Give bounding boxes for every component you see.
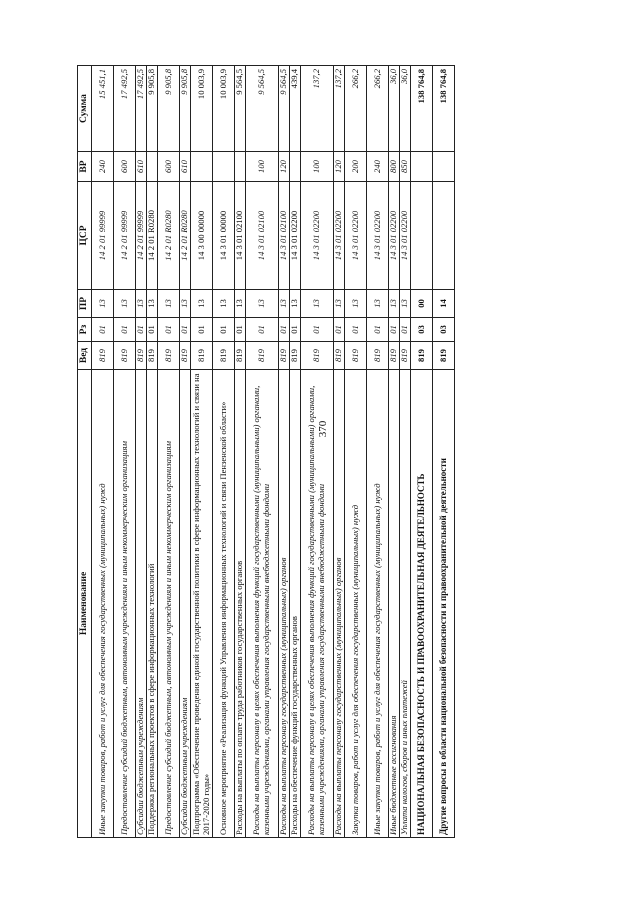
- row-csr-cell: 14 2 01 99999: [92, 182, 114, 290]
- row-vr-cell: 200: [345, 152, 367, 182]
- row-pr-cell: 13: [92, 290, 114, 318]
- row-rz-cell: 01: [191, 318, 213, 342]
- row-ved-cell: 819: [235, 342, 246, 370]
- row-name-cell: Расходы на выплаты персоналу государственных (муниципальных) органов: [279, 370, 290, 838]
- page-number: 370: [317, 420, 329, 438]
- table-body: [92, 66, 455, 838]
- row-ved-cell: 819: [279, 342, 290, 370]
- table-row: [213, 66, 235, 838]
- row-ved-cell: 819: [147, 342, 158, 370]
- row-name-cell: Основное мероприятие «Реализация функций Управления информационных технологий и связи Пензенской области»: [213, 370, 235, 838]
- row-sum-cell: 17 492,5: [114, 66, 136, 152]
- row-name-cell: Поддержка региональных проектов в сфере информационных технологий: [147, 370, 158, 838]
- row-csr-cell: [411, 182, 433, 290]
- header-sum: Сумма: [78, 66, 92, 152]
- row-pr-cell: 13: [235, 290, 246, 318]
- row-ved-cell: 819: [389, 342, 400, 370]
- row-sum-cell: 9 564,5: [246, 66, 279, 152]
- row-name-cell: Иные закупки товаров, работ и услуг для обеспечения государственных (муниципальных) нужд: [367, 370, 389, 838]
- row-ved-cell: 819: [301, 342, 334, 370]
- row-pr-cell: 13: [389, 290, 400, 318]
- row-sum-cell: 9 905,8: [147, 66, 158, 152]
- row-csr-cell: 14 2 01 99999: [136, 182, 147, 290]
- row-vr-cell: 600: [158, 152, 180, 182]
- row-pr-cell: 13: [114, 290, 136, 318]
- row-rz-cell: 01: [279, 318, 290, 342]
- row-vr-cell: [191, 152, 213, 182]
- row-csr-cell: 14 3 01 02200: [367, 182, 389, 290]
- row-ved-cell: 819: [334, 342, 345, 370]
- header-rz: Рз: [78, 318, 92, 342]
- row-vr-cell: [147, 152, 158, 182]
- table-row: [114, 66, 136, 838]
- row-ved-cell: 819: [213, 342, 235, 370]
- row-vr-cell: 100: [246, 152, 279, 182]
- row-rz-cell: 01: [180, 318, 191, 342]
- row-rz-cell: 01: [290, 318, 301, 342]
- row-name-cell: Расходы на выплаты по оплате труда работников государственных органов: [235, 370, 246, 838]
- row-pr-cell: 13: [400, 290, 411, 318]
- row-name-cell: Уплата налогов, сборов и иных платежей: [400, 370, 411, 838]
- table-row: [279, 66, 290, 838]
- row-ved-cell: 819: [191, 342, 213, 370]
- row-pr-cell: 13: [290, 290, 301, 318]
- row-sum-cell: 138 764,8: [411, 66, 433, 152]
- table-row: [136, 66, 147, 838]
- table-row: [158, 66, 180, 838]
- row-csr-cell: 14 3 01 00000: [213, 182, 235, 290]
- row-sum-cell: 137,2: [301, 66, 334, 152]
- row-ved-cell: 819: [246, 342, 279, 370]
- row-csr-cell: 14 3 01 02100: [279, 182, 290, 290]
- table-row: [235, 66, 246, 838]
- row-csr-cell: 14 3 01 02100: [246, 182, 279, 290]
- row-vr-cell: 800: [389, 152, 400, 182]
- row-pr-cell: 13: [345, 290, 367, 318]
- table-row: [301, 66, 334, 838]
- row-sum-cell: 36,0: [389, 66, 400, 152]
- row-vr-cell: [433, 152, 455, 182]
- row-sum-cell: 439,4: [290, 66, 301, 152]
- table-row: [400, 66, 411, 838]
- row-rz-cell: 01: [147, 318, 158, 342]
- row-pr-cell: 14: [433, 290, 455, 318]
- row-pr-cell: 13: [301, 290, 334, 318]
- row-vr-cell: 120: [334, 152, 345, 182]
- row-rz-cell: 01: [235, 318, 246, 342]
- row-name-cell: Иные закупки товаров, работ и услуг для обеспечения государственных (муниципальных) нужд: [92, 370, 114, 838]
- table-row: [433, 66, 455, 838]
- row-ved-cell: 819: [400, 342, 411, 370]
- row-rz-cell: 01: [345, 318, 367, 342]
- row-csr-cell: 14 3 00 00000: [191, 182, 213, 290]
- row-ved-cell: 819: [180, 342, 191, 370]
- row-csr-cell: 14 2 01 99999: [114, 182, 136, 290]
- row-vr-cell: 850: [400, 152, 411, 182]
- row-name-cell: Расходы на выплаты персоналу государственных (муниципальных) органов: [334, 370, 345, 838]
- row-csr-cell: 14 3 01 02200: [290, 182, 301, 290]
- row-csr-cell: 14 3 01 02200: [400, 182, 411, 290]
- row-name-cell: Субсидии бюджетным учреждениям: [136, 370, 147, 838]
- row-csr-cell: [433, 182, 455, 290]
- row-ved-cell: 819: [411, 342, 433, 370]
- row-name-cell: Предоставление субсидий бюджетным, автономным учреждениям и иным некоммерческим организациям: [114, 370, 136, 838]
- row-sum-cell: 266,2: [367, 66, 389, 152]
- row-pr-cell: 13: [213, 290, 235, 318]
- row-sum-cell: 15 451,1: [92, 66, 114, 152]
- row-rz-cell: 01: [114, 318, 136, 342]
- header-csr: ЦСР: [78, 182, 92, 290]
- row-pr-cell: 13: [246, 290, 279, 318]
- table-row: [180, 66, 191, 838]
- row-rz-cell: 01: [92, 318, 114, 342]
- row-name-cell: Другие вопросы в области национальной безопасности и правоохранительной деятельности: [433, 370, 455, 838]
- rotated-page-content: [77, 66, 612, 838]
- table-row: [411, 66, 433, 838]
- row-vr-cell: 100: [301, 152, 334, 182]
- row-vr-cell: [290, 152, 301, 182]
- row-csr-cell: 14 2 01 R0280: [158, 182, 180, 290]
- row-pr-cell: 13: [180, 290, 191, 318]
- row-rz-cell: 01: [301, 318, 334, 342]
- row-rz-cell: 03: [433, 318, 455, 342]
- row-name-cell: НАЦИОНАЛЬНАЯ БЕЗОПАСНОСТЬ И ПРАВООХРАНИТЕЛЬНАЯ ДЕЯТЕЛЬНОСТЬ: [411, 370, 433, 838]
- row-rz-cell: 01: [400, 318, 411, 342]
- row-vr-cell: 610: [180, 152, 191, 182]
- row-pr-cell: 13: [334, 290, 345, 318]
- row-vr-cell: 600: [114, 152, 136, 182]
- row-rz-cell: 01: [158, 318, 180, 342]
- row-sum-cell: 137,2: [334, 66, 345, 152]
- row-pr-cell: 13: [367, 290, 389, 318]
- row-rz-cell: 01: [389, 318, 400, 342]
- row-vr-cell: 240: [367, 152, 389, 182]
- row-csr-cell: 14 3 01 02200: [301, 182, 334, 290]
- row-csr-cell: 14 3 01 02200: [345, 182, 367, 290]
- budget-table: [77, 65, 455, 838]
- row-sum-cell: 10 003,9: [213, 66, 235, 152]
- table-row: [290, 66, 301, 838]
- row-vr-cell: 240: [92, 152, 114, 182]
- row-rz-cell: 01: [367, 318, 389, 342]
- table-row: [345, 66, 367, 838]
- row-ved-cell: 819: [158, 342, 180, 370]
- row-rz-cell: 03: [411, 318, 433, 342]
- row-ved-cell: 819: [92, 342, 114, 370]
- row-ved-cell: 819: [367, 342, 389, 370]
- header-ved: Вед: [78, 342, 92, 370]
- table-row: [191, 66, 213, 838]
- row-sum-cell: 138 764,8: [433, 66, 455, 152]
- table-row: [147, 66, 158, 838]
- row-csr-cell: 14 2 01 R0280: [147, 182, 158, 290]
- table-row: [92, 66, 114, 838]
- row-sum-cell: 9 905,8: [180, 66, 191, 152]
- table-row: [367, 66, 389, 838]
- row-rz-cell: 01: [334, 318, 345, 342]
- row-vr-cell: 120: [279, 152, 290, 182]
- row-sum-cell: 9 905,8: [158, 66, 180, 152]
- row-vr-cell: [235, 152, 246, 182]
- row-vr-cell: 610: [136, 152, 147, 182]
- row-pr-cell: 13: [191, 290, 213, 318]
- row-pr-cell: 13: [158, 290, 180, 318]
- row-pr-cell: 13: [279, 290, 290, 318]
- header-vr: ВР: [78, 152, 92, 182]
- row-csr-cell: 14 2 01 R0280: [180, 182, 191, 290]
- row-csr-cell: 14 3 01 02200: [334, 182, 345, 290]
- row-ved-cell: 819: [114, 342, 136, 370]
- row-csr-cell: 14 3 01 02100: [235, 182, 246, 290]
- row-vr-cell: [411, 152, 433, 182]
- row-rz-cell: 01: [246, 318, 279, 342]
- row-name-cell: Расходы на выплаты персоналу в целях обеспечения выполнения функций государственными (муниципальными) органами, казенными учреждениями, органами управления государственными внебюджетными фондами: [246, 370, 279, 838]
- row-sum-cell: 10 003,9: [191, 66, 213, 152]
- table-header-row: [78, 66, 92, 838]
- row-name-cell: Субсидии бюджетным учреждениям: [180, 370, 191, 838]
- row-ved-cell: 819: [433, 342, 455, 370]
- row-sum-cell: 17 492,5: [136, 66, 147, 152]
- row-sum-cell: 9 564,5: [279, 66, 290, 152]
- table-row: [246, 66, 279, 838]
- row-pr-cell: 13: [147, 290, 158, 318]
- row-name-cell: Закупка товаров, работ и услуг для обеспечения государственных (муниципальных) нужд: [345, 370, 367, 838]
- row-sum-cell: 9 564,5: [235, 66, 246, 152]
- row-sum-cell: 266,2: [345, 66, 367, 152]
- row-vr-cell: [213, 152, 235, 182]
- header-pr: ПР: [78, 290, 92, 318]
- row-pr-cell: 13: [136, 290, 147, 318]
- row-rz-cell: 01: [213, 318, 235, 342]
- row-name-cell: Подпрограмма «Обеспечение проведения единой государственной политики в сфере информационных технологий и связи на 2017-2020 годы»: [191, 370, 213, 838]
- table-row: [389, 66, 400, 838]
- row-csr-cell: 14 3 01 02200: [389, 182, 400, 290]
- row-ved-cell: 819: [290, 342, 301, 370]
- row-ved-cell: 819: [136, 342, 147, 370]
- row-pr-cell: 00: [411, 290, 433, 318]
- row-name-cell: Предоставление субсидий бюджетным, автономным учреждениям и иным некоммерческим организациям: [158, 370, 180, 838]
- row-name-cell: Расходы на обеспечение функций государственных органов: [290, 370, 301, 838]
- row-sum-cell: 36,0: [400, 66, 411, 152]
- row-name-cell: Расходы на выплаты персоналу в целях обеспечения выполнения функций государственными (муниципальными) органами, казенными учреждениями, органами управления государственными внебюджетными фондами: [301, 370, 334, 838]
- row-rz-cell: 01: [136, 318, 147, 342]
- table-row: [334, 66, 345, 838]
- header-name: Наименование: [78, 370, 92, 838]
- row-ved-cell: 819: [345, 342, 367, 370]
- row-name-cell: Иные бюджетные ассигнования: [389, 370, 400, 838]
